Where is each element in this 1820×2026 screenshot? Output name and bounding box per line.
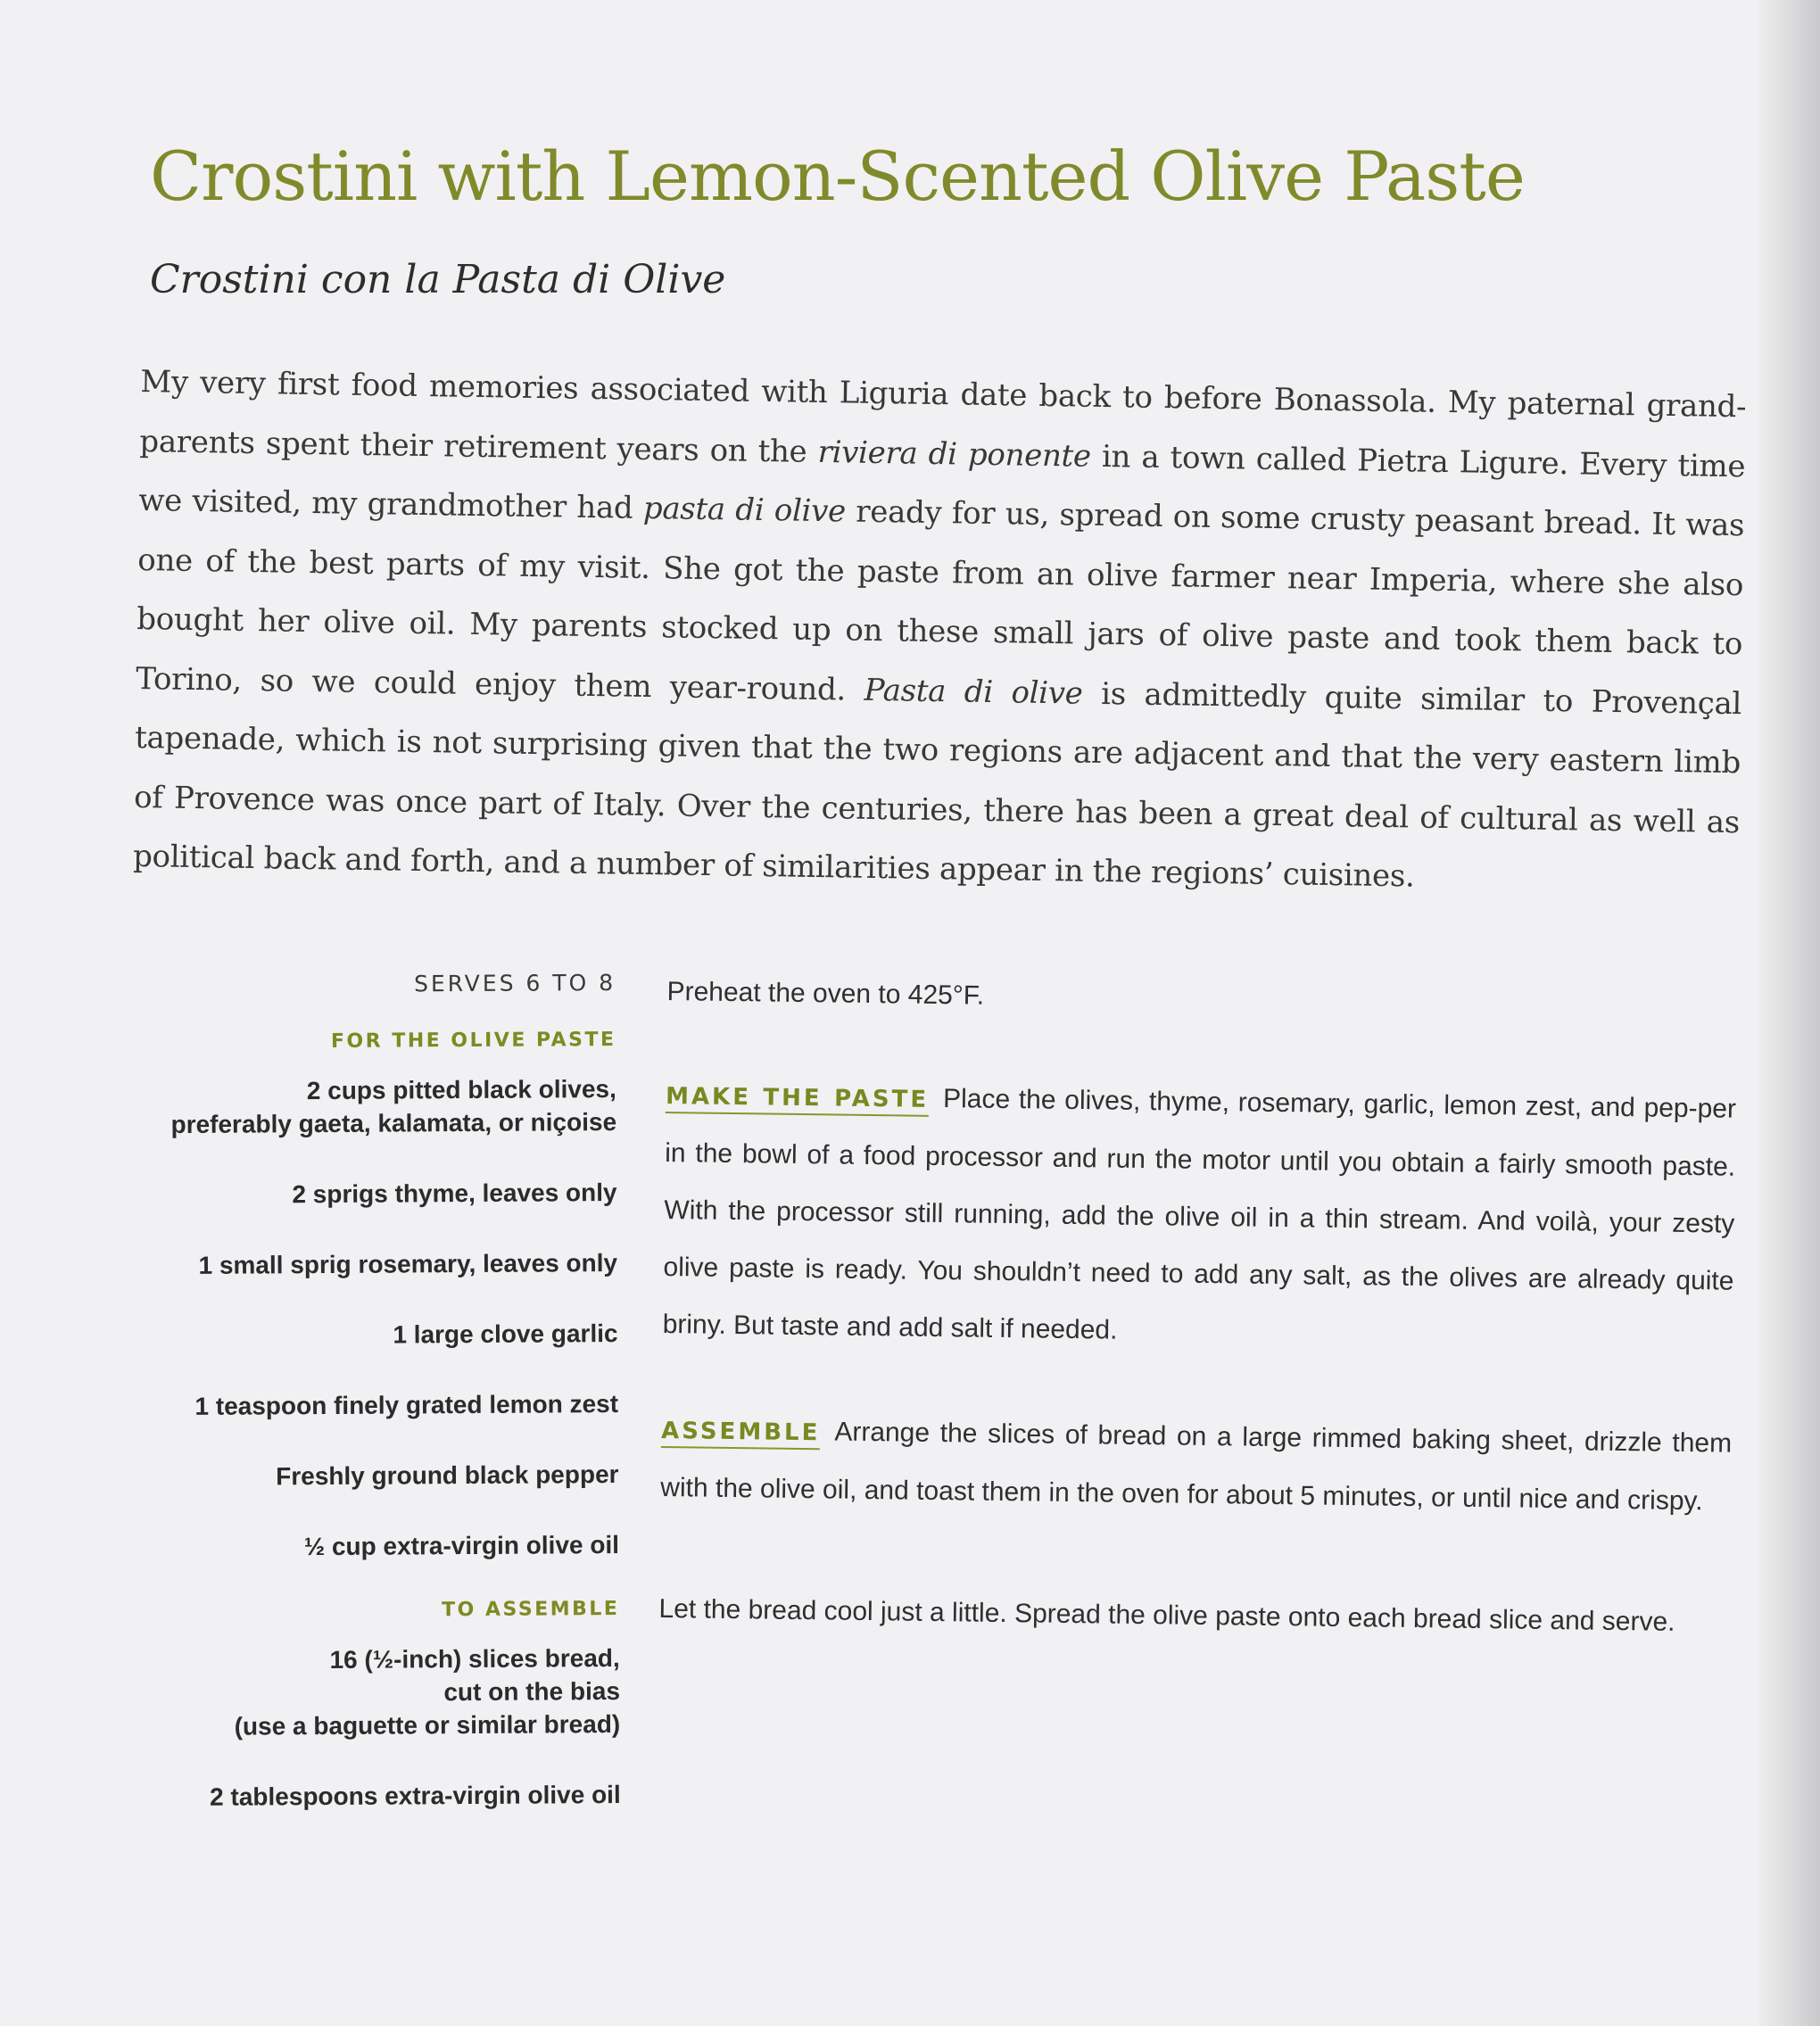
olive-paste-ingredient-list	[126, 1072, 619, 1564]
step-text-assemble: Arrange the slices of bread on a large rimmed baking sheet, drizzle them with the olive oil, and toast them in the oven for about 5 minutes, or until nice and crispy.	[660, 1417, 1733, 1517]
method-column	[658, 963, 1738, 1652]
ingredient-item: 2 cups pitted black olives, preferably gaeta, kalamata, or niçoise	[170, 1074, 617, 1139]
step-label-make-paste: MAKE THE PASTE	[666, 1083, 929, 1117]
intro-italic-3: Pasta di olive	[864, 672, 1083, 712]
olive-paste-heading: FOR THE OLIVE PASTE	[330, 1028, 616, 1053]
recipe-subtitle: Crostini con la Pasta di Olive	[150, 257, 726, 302]
step-preheat: Preheat the oven to 425°F.	[666, 976, 985, 1011]
ingredient-item: 1 large clove garlic	[393, 1319, 618, 1349]
serves-count: SERVES 6 TO 8	[414, 969, 616, 997]
page-edge-shadow	[1758, 0, 1820, 2026]
ingredient-item: 16 (½-inch) slices bread, cut on the bias (use a baguette or similar bread)	[234, 1643, 621, 1741]
ingredient-item: 2 tablespoons extra-virgin olive oil	[210, 1780, 621, 1811]
intro-italic-2: pasta di olive	[642, 490, 847, 530]
step-text-make-paste: Place the olives, thyme, rosemary, garlic, lemon zest, and pep-per in the bowl of a food processor and run the motor until you obtain a fairly smooth paste. With the processor still running, add the olive oil in a thin stream. And voilà, your zesty olive paste is ready. You shouldn’t need to add any salt, as the olives are already quite briny. But taste and add salt if needed.	[662, 1084, 1737, 1345]
step-assemble	[660, 1402, 1733, 1531]
intro-paragraph	[133, 352, 1747, 912]
intro-text-2: in a town called Pietra Ligure. Every time we visited, my grandmother had	[138, 438, 1746, 526]
intro-text-1: My very first food memories associated with Liguria date back to before Bonassola. My paternal grand-parents spent their retirement years on the	[139, 363, 1747, 470]
ingredients-column	[125, 963, 621, 1851]
intro-italic-1: riviera di ponente	[817, 434, 1092, 475]
assemble-heading: TO ASSEMBLE	[442, 1597, 620, 1622]
step-make-paste	[662, 1067, 1736, 1368]
ingredient-item: 2 sprigs thyme, leaves only	[292, 1178, 617, 1209]
intro-text-4: is admittedly quite similar to Provençal tapenade, which is not surprising given that the two regions are adjacent and that the very eastern limb of Provence was once part of Italy. Over the centuries, there has been a great deal of cultural as well as political back and forth, and a number of similarities appear in the regions’ cuisines.	[132, 675, 1742, 895]
step-finish: Let the bread cool just a little. Spread the olive paste onto each bread slice and serve.	[658, 1593, 1675, 1637]
step-label-assemble: ASSEMBLE	[661, 1418, 821, 1450]
ingredient-item: ½ cup extra-virgin olive oil	[303, 1530, 620, 1561]
ingredient-item: 1 teaspoon finely grated lemon zest	[194, 1389, 619, 1420]
intro-text-3: ready for us, spread on some crusty peasant bread. It was one of the best parts of my visit. She got the paste from an olive farmer near Imperia, where she also bought her olive oil. My parents stocked up on these small jars of olive paste and took them back to Torino, so we could enjoy them year-round.	[135, 493, 1745, 708]
recipe-title: Crostini with Lemon-Scented Olive Paste	[150, 136, 1525, 216]
ingredient-item: 1 small sprig rosemary, leaves only	[198, 1248, 618, 1279]
ingredient-item: Freshly ground black pepper	[276, 1460, 619, 1491]
assemble-ingredient-list	[129, 1641, 621, 1814]
